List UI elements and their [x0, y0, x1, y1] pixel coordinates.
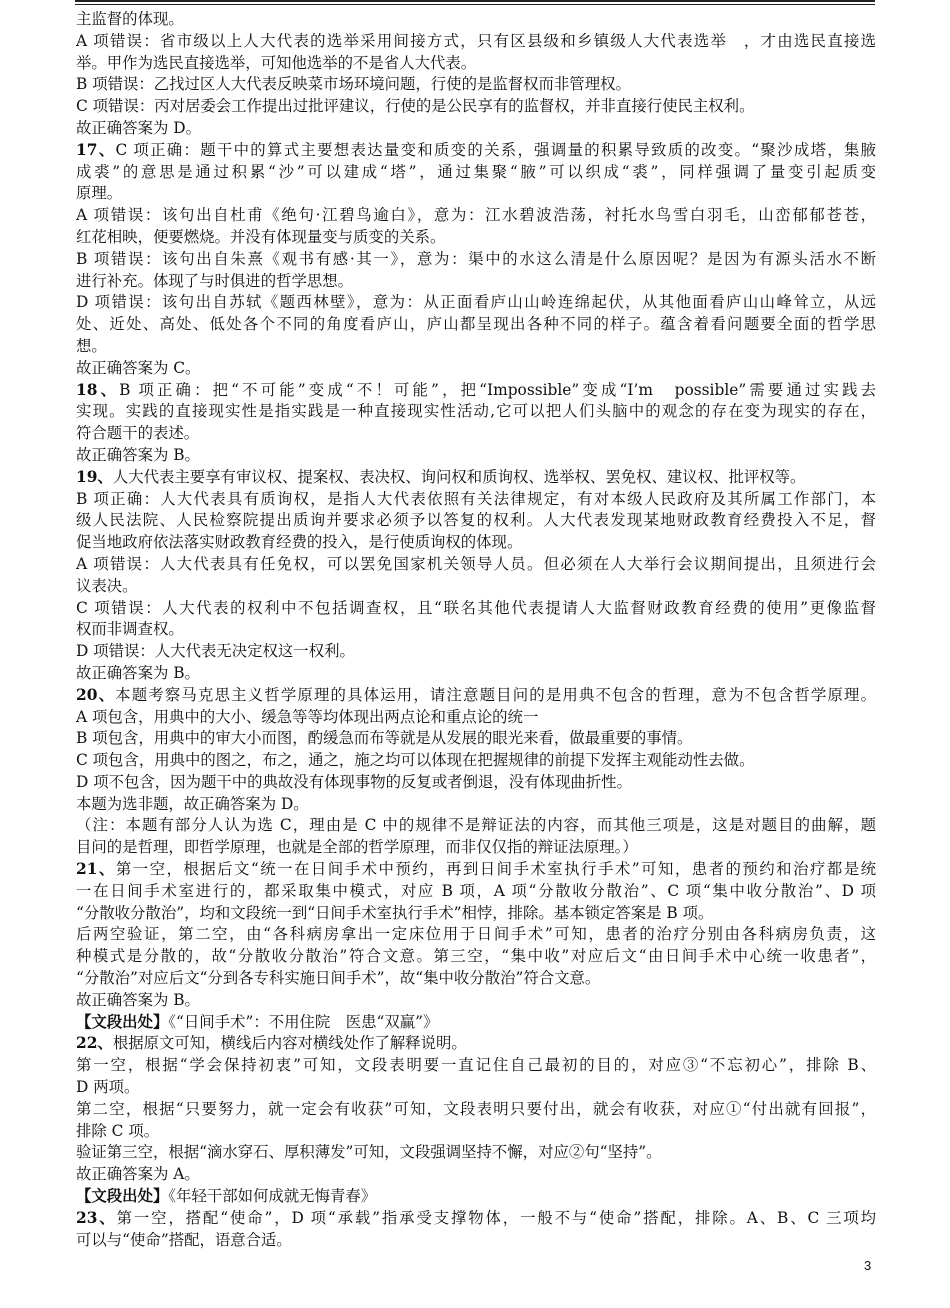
text-line [76, 685, 876, 707]
item-number: 21、 [76, 860, 116, 879]
text-line [76, 1012, 876, 1034]
line-text: 人大代表主要享有审议权、提案权、表决权、询问权和质询权、选举权、罢免权、建议权、批评权等。 [112, 467, 806, 486]
line-text: 故正确答案为 B。 [76, 990, 200, 1009]
line-text: 故正确答案为 D。 [76, 118, 201, 137]
text-line [76, 946, 876, 968]
text-line [76, 859, 876, 881]
text-line [76, 532, 876, 554]
line-text: 《年轻干部如何成就无悔青春》 [168, 1187, 377, 1206]
line-text: “分散治”对应后文“分到各专科实施日间手术”，故“集中收分散治”符合文意。 [76, 969, 601, 988]
line-text: B 项正确：把“不可能”变成“不！可能”，把“Impossible”变成“I’m possible”需要通过实践去 [119, 380, 876, 399]
line-text: B 项包含，用典中的审大小而图，酌缓急而布等就是从发展的眼光来看，做最重要的事情。 [76, 729, 693, 748]
item-number: 20、 [76, 685, 116, 704]
line-text: 处、近处、高处、低处各个不同的角度看庐山，庐山都呈现出各种不同的样子。蕴含着看问题要全面的哲学思 [76, 315, 876, 334]
text-line [76, 576, 876, 598]
line-text: B 项正确：人大代表具有质询权，是指人大代表依照有关法律规定，有对本级人民政府及其所属工作部门，本 [76, 489, 876, 508]
line-text: 符合题干的表述。 [76, 424, 200, 443]
text-line [76, 772, 876, 794]
text-line [76, 336, 876, 358]
line-text: A 项包含，用典中的大小、缓急等等均体现出两点论和重点论的统一 [76, 707, 539, 726]
line-text: 后两空验证，第二空，由“各科病房拿出一定床位用于日间手术”可知，患者的治疗分别由各科病房负责，这 [76, 925, 876, 944]
text-line [76, 1099, 876, 1121]
line-text: 第一空，根据“学会保持初衷”可知，文段表明要一直记住自己最初的目的，对应③“不忘初心”，排除 B、 [76, 1056, 876, 1075]
line-text: 种模式是分散的，故“分散收分散治”符合文意。第三空，“集中收”对应后文“由日间手术中心统一收患者”， [76, 947, 876, 966]
text-line [76, 1055, 876, 1077]
text-line [76, 1077, 876, 1099]
text-line [76, 249, 876, 271]
text-line [76, 924, 876, 946]
text-line [76, 619, 876, 641]
text-line [76, 1121, 876, 1143]
text-line [76, 183, 876, 205]
page-number: 3 [864, 1258, 872, 1273]
text-line [76, 140, 876, 162]
line-text: D 项不包含，因为题干中的典故没有体现事物的反复或者倒退，没有体现曲折性。 [76, 772, 632, 791]
line-text: 第一空，搭配“使命”，D 项“承载”指承受支撑物体，一般不与“使命”搭配，排除。A、B、C 三项均 [116, 1208, 876, 1227]
line-text: 故正确答案为 B。 [76, 663, 200, 682]
text-line [76, 968, 876, 990]
text-line [76, 510, 876, 532]
line-text: B 项错误：该句出自朱熹《观书有感·其一》，意为：渠中的水这么清是什么原因呢？是因为有源头活水不断 [76, 249, 876, 268]
line-text: A 项错误：省市级以上人大代表的选举采用间接方式，只有区县级和乡镇级人大代表选举 ，才由选民直接选 [76, 31, 876, 50]
text-line [76, 815, 876, 837]
line-text: 故正确答案为 C。 [76, 358, 201, 377]
header-rule [75, 0, 875, 5]
text-line [76, 162, 876, 184]
line-text: 权而非调查权。 [76, 620, 184, 639]
text-line [76, 445, 876, 467]
line-text: 促当地政府依法落实财政教育经费的投入，是行使质询权的体现。 [76, 533, 523, 552]
line-text: 本题考察马克思主义哲学原理的具体运用，请注意题目问的是用典不包含的哲理，意为不包含哲学原理。 [115, 685, 876, 704]
line-text: “分散收分散治”，均和文段统一到“日间手术室执行手术”相悖，排除。基本锁定答案是 B 项。 [76, 903, 714, 922]
item-number: 【文段出处】 [76, 1012, 169, 1031]
text-line [76, 401, 876, 423]
item-number: 【文段出处】 [76, 1187, 169, 1206]
text-line [76, 380, 876, 402]
text-line [76, 1033, 876, 1055]
line-text: A 项错误：人大代表具有任免权，可以罢免国家机关领导人员。但必须在人大举行会议期间提出，且须进行会 [76, 554, 876, 573]
line-text: D 项错误：该句出自苏轼《题西林壁》，意为：从正面看庐山山岭连绵起伏，从其他面看庐山山峰耸立，从远 [76, 293, 876, 312]
text-line [76, 794, 876, 816]
line-text: 第一空，根据后文“统一在日间手术中预约，再到日间手术室执行手术”可知，患者的预约和治疗都是统 [115, 860, 876, 879]
text-line [76, 990, 876, 1012]
text-line [76, 423, 876, 445]
line-text: 原理。 [76, 184, 123, 203]
item-number: 22、 [76, 1034, 113, 1053]
text-line [76, 271, 876, 293]
text-line [76, 489, 876, 511]
item-number: 19、 [76, 467, 113, 486]
text-line [76, 314, 876, 336]
text-line [76, 358, 876, 380]
text-line [76, 292, 876, 314]
text-line [76, 96, 876, 118]
line-text: 级人民法院、人民检察院提出质询并要求必须予以答复的权利。人大代表发现某地财政教育经费投入不足，督 [76, 511, 876, 530]
line-text: D 两项。 [76, 1078, 140, 1097]
text-line [76, 903, 876, 925]
text-line [76, 205, 876, 227]
text-line [76, 1164, 876, 1186]
text-line [76, 9, 876, 31]
text-line [76, 707, 876, 729]
text-line [76, 74, 876, 96]
text-line [76, 598, 876, 620]
text-line [76, 750, 876, 772]
line-text: 故正确答案为 A。 [76, 1165, 200, 1184]
line-text: （注：本题有部分人认为选 C，理由是 C 中的规律不是辩证法的内容，而其他三项是，这是对题目的曲解，题 [76, 816, 876, 835]
text-line [76, 31, 876, 53]
line-text: 举。甲作为选民直接选举，可知他选举的不是省人大代表。 [76, 53, 477, 72]
text-line [76, 53, 876, 75]
line-text: 可以与“使命”搭配，语意合适。 [76, 1230, 292, 1249]
line-text: D 项错误：人大代表无决定权这一权利。 [76, 642, 355, 661]
text-line [76, 728, 876, 750]
line-text: 根据原文可知，横线后内容对横线处作了解释说明。 [112, 1034, 467, 1053]
text-line [76, 1208, 876, 1230]
line-text: C 项错误：丙对居委会工作提出过批评建议，行使的是公民享有的监督权，并非直接行使民主权利。 [76, 97, 755, 116]
text-line [76, 118, 876, 140]
text-line [76, 641, 876, 663]
line-text: 第二空，根据“只要努力，就一定会有收获”可知，文段表明只要付出，就会有收获，对应①“付出就有回报”， [76, 1099, 876, 1118]
line-text: C 项正确：题干中的算式主要想表达量变和质变的关系，强调量的积累导致质的改变。“聚沙成塔，集腋 [115, 140, 876, 159]
text-line [76, 554, 876, 576]
document-body [76, 9, 876, 1251]
line-text: 红花相映，便要燃烧。并没有体现量变与质变的关系。 [76, 227, 446, 246]
line-text: 一在日间手术室进行的，都采取集中模式，对应 B 项，A 项“分散收分散治”、C 项“集中收分散治”、D 项 [76, 881, 876, 900]
line-text: B 项错误：乙找过区人大代表反映菜市场环境问题，行使的是监督权而非管理权。 [76, 75, 631, 94]
text-line [76, 467, 876, 489]
text-line [76, 227, 876, 249]
text-line [76, 881, 876, 903]
line-text: C 项错误：人大代表的权利中不包括调查权，且“联名其他代表提请人大监督财政教育经费的使用”更像监督 [76, 598, 876, 617]
line-text: A 项错误：该句出自杜甫《绝句·江碧鸟逾白》，意为：江水碧波浩荡，衬托水鸟雪白羽毛，山峦郁郁苍苍， [76, 206, 876, 225]
text-line [76, 1186, 876, 1208]
line-text: 成裘”的意思是通过积累“沙”可以建成“塔”，通过集聚“腋”可以织成“裘”，同样强调了量变引起质变 [76, 162, 876, 181]
line-text: C 项包含，用典中的图之，布之，通之，施之均可以体现在把握规律的前提下发挥主观能动性去做。 [76, 751, 755, 770]
line-text: 议表决。 [76, 576, 138, 595]
text-line [76, 837, 876, 859]
line-text: 验证第三空，根据“滴水穿石、厚积薄发”可知，文段强调坚持不懈，对应②句“坚持”。 [76, 1143, 662, 1162]
item-number: 18、 [76, 380, 120, 399]
line-text: 排除 C 项。 [76, 1121, 160, 1140]
line-text: 主监督的体现。 [76, 10, 184, 28]
text-line [76, 1230, 876, 1252]
line-text: 故正确答案为 B。 [76, 445, 200, 464]
text-line [76, 663, 876, 685]
line-text: 实现。实践的直接现实性是指实践是一种直接现实性活动,它可以把人们头脑中的观念的存在变为现实的存在， [76, 402, 876, 421]
line-text: 想。 [76, 336, 107, 355]
item-number: 23、 [76, 1208, 117, 1227]
line-text: 《“日间手术”：不用住院 医患“双赢”》 [168, 1012, 439, 1031]
line-text: 本题为选非题，故正确答案为 D。 [76, 794, 309, 813]
line-text: 进行补充。体现了与时俱进的哲学思想。 [76, 271, 354, 290]
text-line [76, 1142, 876, 1164]
item-number: 17、 [76, 140, 116, 159]
line-text: 目问的是哲理，即哲学原理，也就是全部的哲学原理，而非仅仅指的辩证法原理。） [76, 838, 638, 857]
